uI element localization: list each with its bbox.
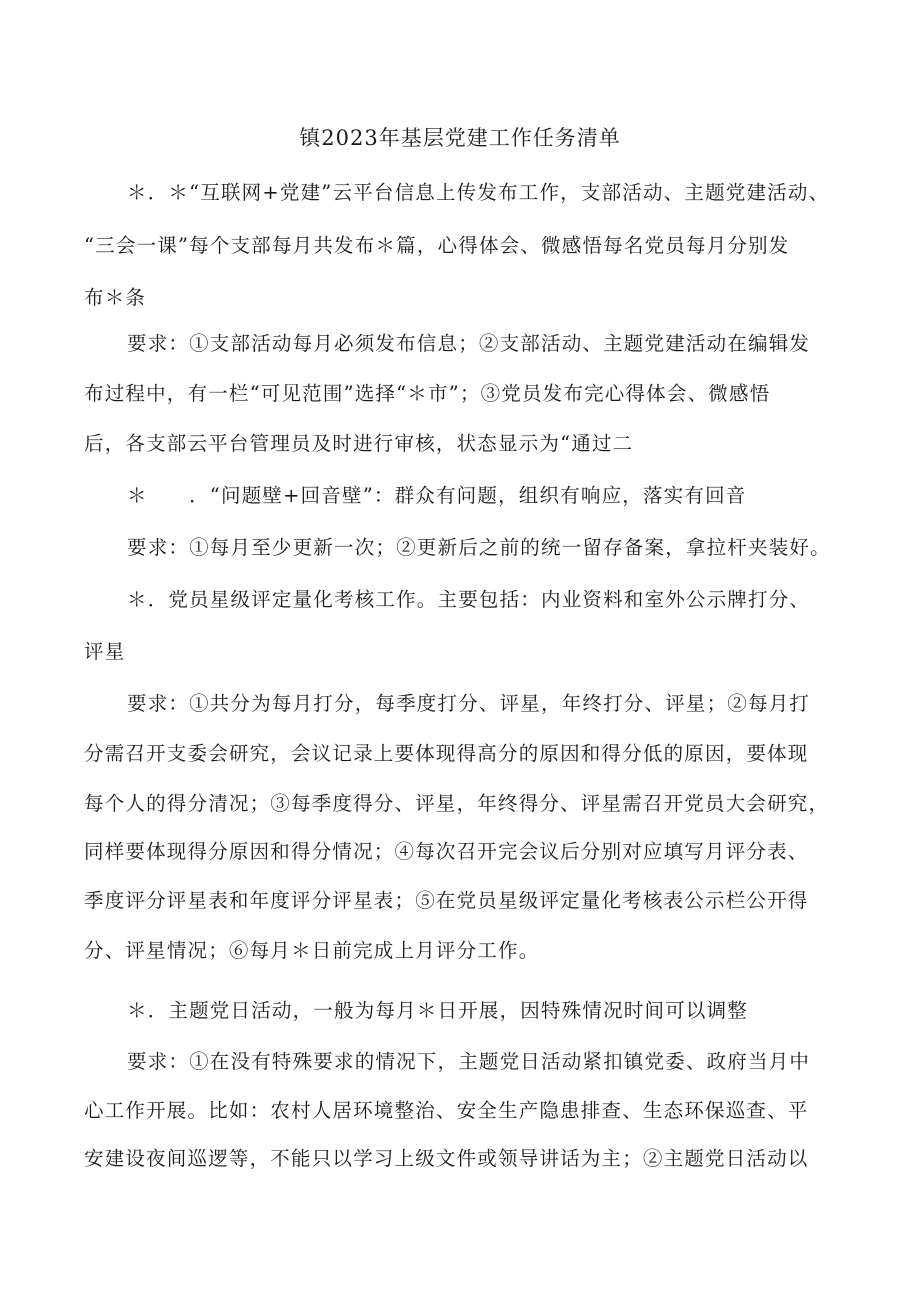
paragraph-line: ＊．主题党日活动，一般为每月＊日开展，因特殊情况时间可以调整 [127,999,749,1022]
paragraph-line: 同样要体现得分原因和得分情况；④每次召开完会议后分别对应填写月评分表、 [84,840,809,863]
paragraph-line: ＊．＊“互联网+党建”云平台信息上传发布工作，支部活动、主题党建活动、 [127,181,830,204]
paragraph-line: 要求：①共分为每月打分，每季度打分、评星，年终打分、评星；②每月打 [127,692,811,715]
paragraph-line: 要求：①在没有特殊要求的情况下，主题党日活动紧扣镇党委、政府当月中 [127,1050,811,1073]
paragraph-line: 布过程中，有一栏“可见范围”选择“＊市”；③党员发布完心得体会、微感悟 [84,382,771,405]
document-title: 镇2023年基层党建工作任务清单 [299,126,621,150]
paragraph-line: 心工作开展。比如：农村人居环境整治、安全生产隐患排查、生态环保巡查、平 [84,1099,809,1122]
paragraph-line: 后，各支部云平台管理员及时进行审核，状态显示为“通过二 [84,432,634,455]
paragraph-line: “三会一课”每个支部每月共发布＊篇，心得体会、微感悟每名党员每月分别发 [84,234,790,257]
paragraph-line: 季度评分评星表和年度评分评星表；⑤在党员星级评定量化考核表公示栏公开得 [84,889,809,912]
paragraph-line: 要求：①支部活动每月必须发布信息；②支部活动、主题党建活动在编辑发 [127,332,811,355]
paragraph-line: 每个人的得分清况；③每季度得分、评星，年终得分、评星需召开党员大会研究， [84,792,830,815]
paragraph-line: 布＊条 [84,286,147,309]
paragraph-line: 评星 [84,640,126,663]
paragraph-line: 分需召开支委会研究，会议记录上要体现得高分的原因和得分低的原因，要体现 [84,742,809,765]
paragraph-line: 分、评星情况；⑥每月＊日前完成上月评分工作。 [84,939,540,962]
paragraph-line: ＊．党员星级评定量化考核工作。主要包括：内业资料和室外公示牌打分、 [127,588,811,611]
paragraph-line: 安建设夜间巡逻等，不能只以学习上级文件或领导讲话为主；②主题党日活动以 [84,1147,809,1170]
paragraph-line: ＊ ．“问题壁+回音壁”：群众有问题，组织有响应，落实有回音 [127,484,747,507]
paragraph-line: 要求：①每月至少更新一次；②更新后之前的统一留存备案，拿拉杆夹装好。 [127,536,831,559]
